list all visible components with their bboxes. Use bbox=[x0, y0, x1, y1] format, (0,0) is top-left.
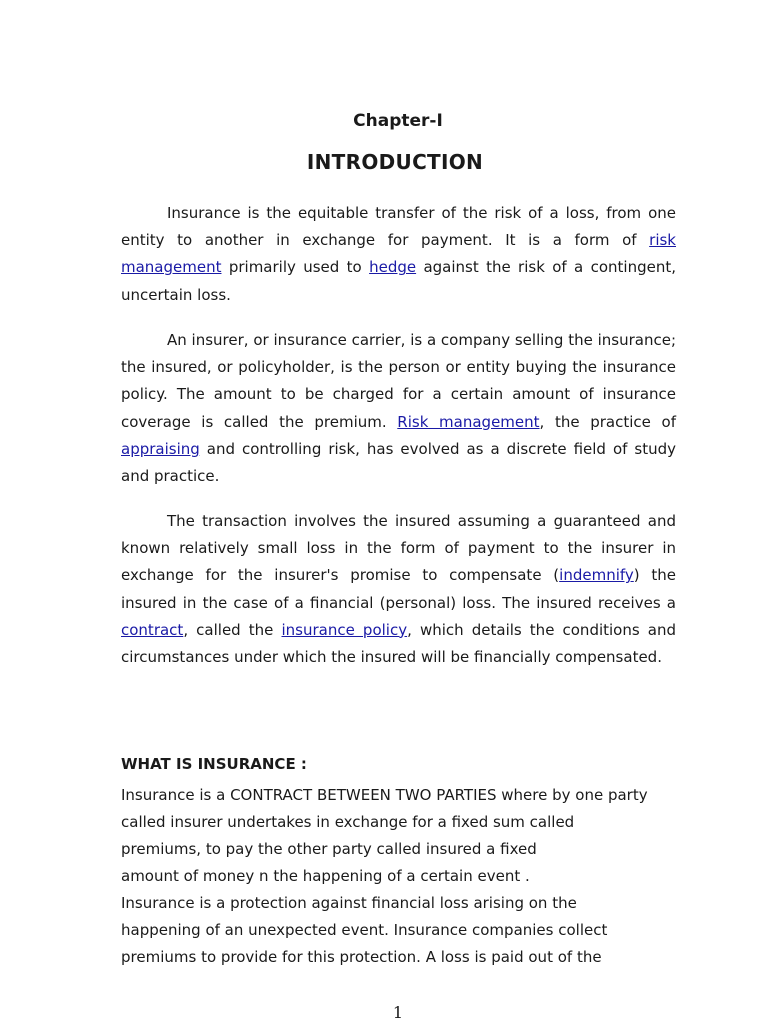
paragraph-text: An insurer, or insurance carrier, is a company selling the insurance; the insured, or policyholder, is the person or entity buying the insurance policy. The amount to be charged for a certain amount of insurance coverage is called the premium. bbox=[121, 331, 676, 431]
paragraph-text: and controlling risk, has evolved as a discrete field of study and practice. bbox=[121, 439, 676, 486]
paragraph-2 bbox=[121, 327, 676, 490]
appraising-link[interactable]: appraising bbox=[121, 439, 200, 458]
text-line: amount of money n the happening of a certain event . bbox=[121, 867, 530, 885]
paragraph-3 bbox=[121, 508, 676, 671]
text-line: premiums, to pay the other party called insured a fixed bbox=[121, 840, 537, 858]
insurance-policy-link[interactable]: insurance policy bbox=[281, 620, 408, 639]
paragraph-text: ) the insured in the case of a financial (personal) loss. The insured receives a bbox=[121, 566, 676, 612]
page-number: 1 bbox=[392, 1003, 404, 1022]
paragraph-text: , the practice of bbox=[539, 412, 676, 431]
risk-management-link[interactable]: risk management bbox=[121, 231, 676, 277]
contract-link[interactable]: contract bbox=[121, 620, 184, 639]
text-line: called insurer undertakes in exchange for a fixed sum called bbox=[121, 813, 575, 831]
page-title: INTRODUCTION bbox=[306, 150, 484, 174]
text-line: Insurance is a CONTRACT BETWEEN TWO PARTIES where by one party bbox=[121, 786, 648, 804]
paragraph-text: against the risk of a contingent, uncertain loss. bbox=[121, 258, 676, 304]
paragraph-text: primarily used to bbox=[221, 258, 370, 277]
paragraph-text: The transaction involves the insured assuming a guaranteed and known relatively small loss in the form of payment to the insurer in exchange for the insurer's promise to compensate ( bbox=[121, 512, 676, 585]
hedge-link[interactable]: hedge bbox=[369, 258, 417, 277]
section-body bbox=[121, 782, 681, 971]
section-heading: WHAT IS INSURANCE : bbox=[121, 755, 307, 773]
text-line: premiums to provide for this protection. A loss is paid out of the bbox=[121, 948, 602, 966]
paragraph-text: , which details the conditions and circumstances under which the insured will be financially compensated. bbox=[121, 620, 676, 667]
paragraph-text: , called the bbox=[183, 620, 282, 639]
text-line: Insurance is a protection against financial loss arising on the bbox=[121, 894, 577, 912]
indemnify-link[interactable]: indemnify bbox=[559, 566, 634, 585]
paragraph-text: Insurance is the equitable transfer of the risk of a loss, from one entity to another in exchange for payment. It is a form of bbox=[121, 204, 676, 250]
text-line: happening of an unexpected event. Insurance companies collect bbox=[121, 921, 608, 939]
risk-management-link-2[interactable]: Risk management bbox=[397, 412, 540, 431]
paragraph-1 bbox=[121, 200, 676, 309]
chapter-label: Chapter-I bbox=[353, 111, 443, 131]
